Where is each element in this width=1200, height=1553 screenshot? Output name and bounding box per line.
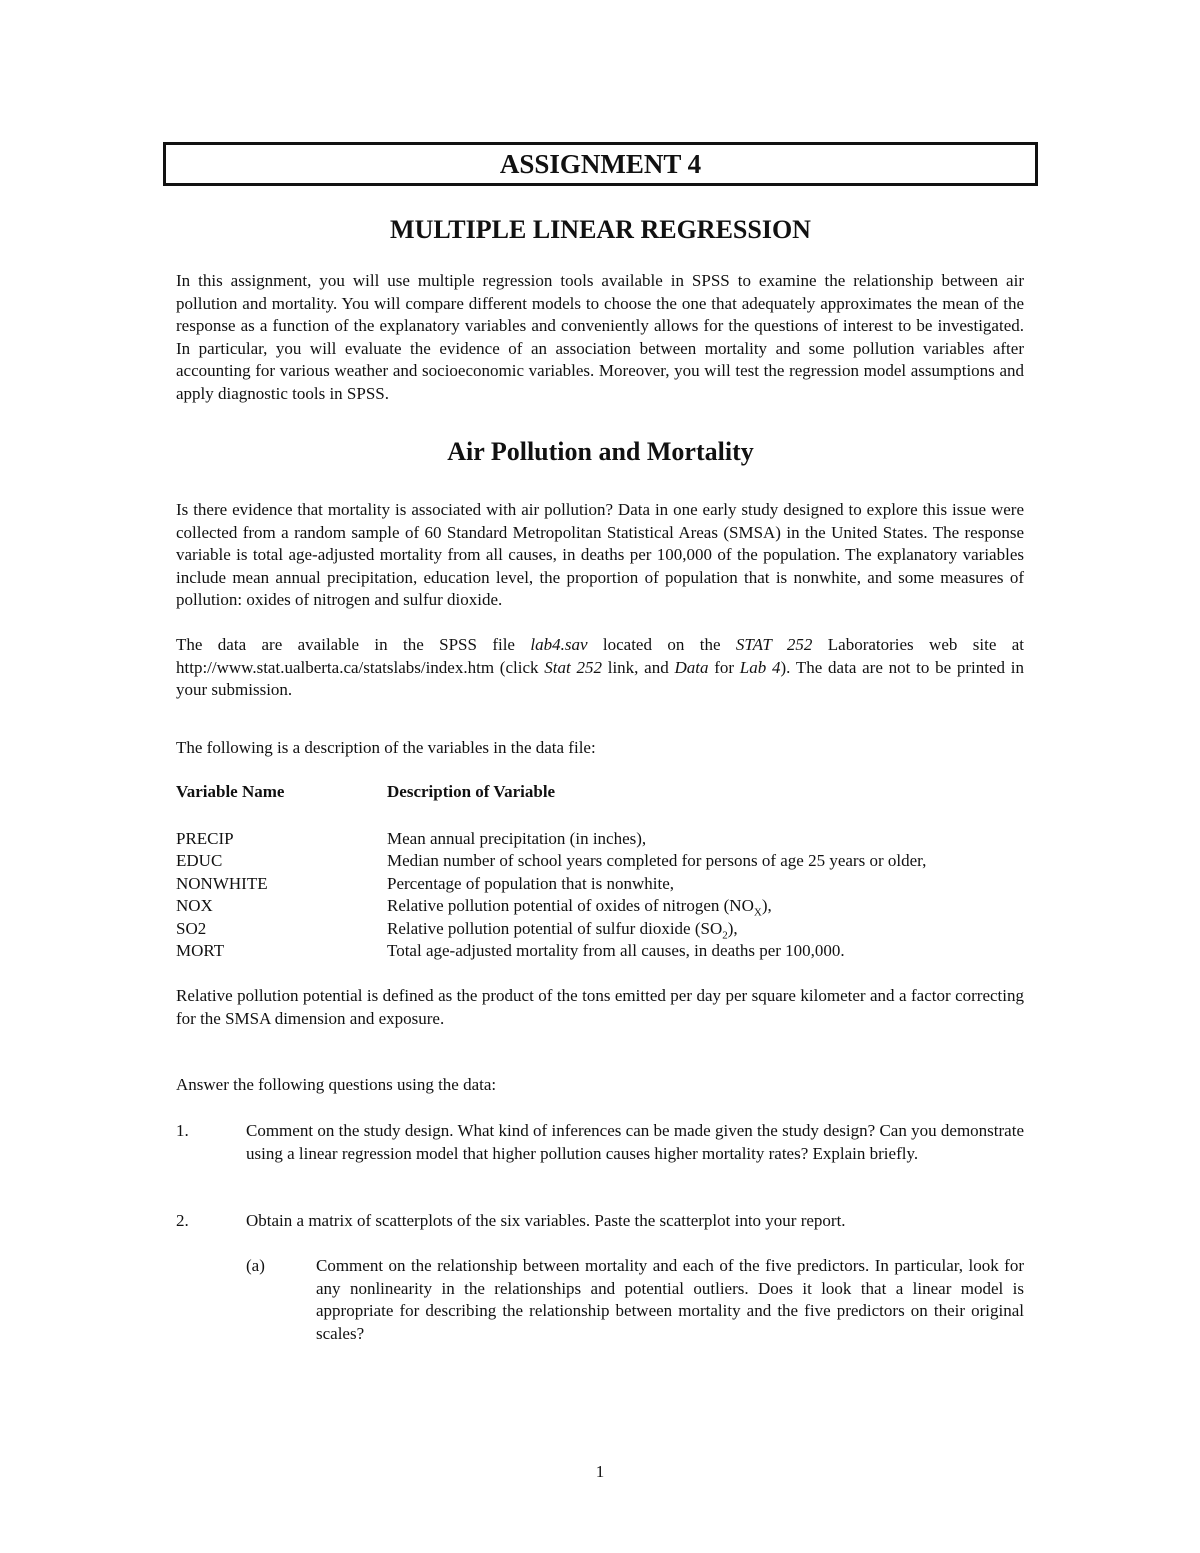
variable-name-header: Variable Name — [176, 782, 285, 801]
lab-link-label: Lab 4 — [739, 657, 781, 677]
page-number: 1 — [595, 1462, 605, 1481]
variable-desc: Percentage of population that is nonwhite, — [387, 874, 675, 893]
variable-desc: Relative pollution potential of sulfur dioxide $(SO_2)$, — [387, 919, 738, 942]
question-text: Comment on the study design. What kind of inferences can be made given the study design? Can you demonstrate using a linear regression model that higher pollution causes higher mortality rates? Explain briefly. — [246, 1121, 1024, 1163]
variable-row — [0, 895, 1200, 918]
variables-intro: The following is a description of the variables in the data file: — [176, 738, 596, 757]
data-link-label: Data — [674, 657, 709, 677]
question-number: 1. — [176, 1121, 189, 1140]
variable-name: EDUC — [176, 851, 223, 870]
course-name: STAT 252 — [735, 635, 813, 654]
variable-row — [0, 918, 1200, 941]
subquestion-label: (a) — [246, 1256, 265, 1275]
variable-row — [0, 940, 1200, 963]
file-name: lab4.sav — [530, 635, 588, 654]
variable-desc: Median number of school years completed for persons of age 25 years or older, — [387, 851, 927, 870]
variable-name: NONWHITE — [176, 874, 268, 893]
variable-desc-header: Description of Variable — [387, 782, 556, 801]
variable-name: PRECIP — [176, 829, 234, 848]
variable-name: NOX — [176, 896, 213, 915]
stat-link-label: Stat 252 — [544, 657, 602, 677]
variable-desc: Mean annual precipitation (in inches), — [387, 829, 647, 848]
intro-paragraph: In this assignment, you will use multiple regression tools available in SPSS to examine the relationship between air pollution and mortality. You will compare different models to choose the one that adequately approximates the mean of the response as a function of the explanatory variables and conveniently allows for the questions of interest to be investigated. In particular, you will evaluate the evidence of an association between mortality and some pollution variables after accounting for various weather and socioeconomic variables. Moreover, you will test the regression model assumptions and apply diagnostic tools in SPSS. — [176, 271, 1024, 403]
variable-name: MORT — [176, 941, 225, 960]
variable-name: SO2 — [176, 919, 207, 938]
variable-desc: Relative pollution potential of oxides of nitrogen $(NO_X)$, — [387, 896, 772, 919]
question-number: 2. — [176, 1211, 189, 1230]
variable-row — [0, 873, 1200, 896]
study-paragraph: Is there evidence that mortality is associated with air pollution? Data in one early study designed to explore this issue were collected from a random sample of 60 Standard Metropolitan Statistical Areas (SMSA) in the United States. The response variable is total age-adjusted mortality from all causes, in deaths per 100,000 of the population. The explanatory variables include mean annual precipitation, education level, the proportion of population that is nonwhite, and some measures of pollution: oxides of nitrogen and sulfur dioxide. — [176, 500, 1024, 610]
variable-desc: Total age-adjusted mortality from all causes, in deaths per 100,000. — [387, 941, 845, 960]
main-heading: MULTIPLE LINEAR REGRESSION — [390, 215, 811, 244]
variable-row — [0, 828, 1200, 851]
subquestion-text: Comment on the relationship between mortality and each of the five predictors. In particular, look for any nonlinearity in the relationships and potential outliers. Does it look that a linear model is appropriate for describing the relationship between mortality and the five predictors on their original scales? — [316, 1256, 1024, 1343]
question-text: Obtain a matrix of scatterplots of the six variables. Paste the scatterplot into your report. — [246, 1211, 846, 1230]
section-heading: Air Pollution and Mortality — [447, 437, 754, 466]
answer-instructions: Answer the following questions using the data: — [176, 1075, 497, 1094]
relative-pollution-paragraph: Relative pollution potential is defined as the product of the tons emitted per day per square kilometer and a factor correcting for the SMSA dimension and exposure. — [176, 986, 1024, 1028]
assignment-title: ASSIGNMENT 4 — [163, 142, 1038, 186]
data-availability-paragraph: The data are available in the SPSS file lab4.sav located on the STAT 252 Laboratories web site at http://www.stat.ualberta.ca/statslabs/index.htm (click Stat 252 link, and Data for Lab 4). The data are not to be printed in your submission. — [176, 635, 1025, 700]
variable-row — [0, 850, 1200, 873]
